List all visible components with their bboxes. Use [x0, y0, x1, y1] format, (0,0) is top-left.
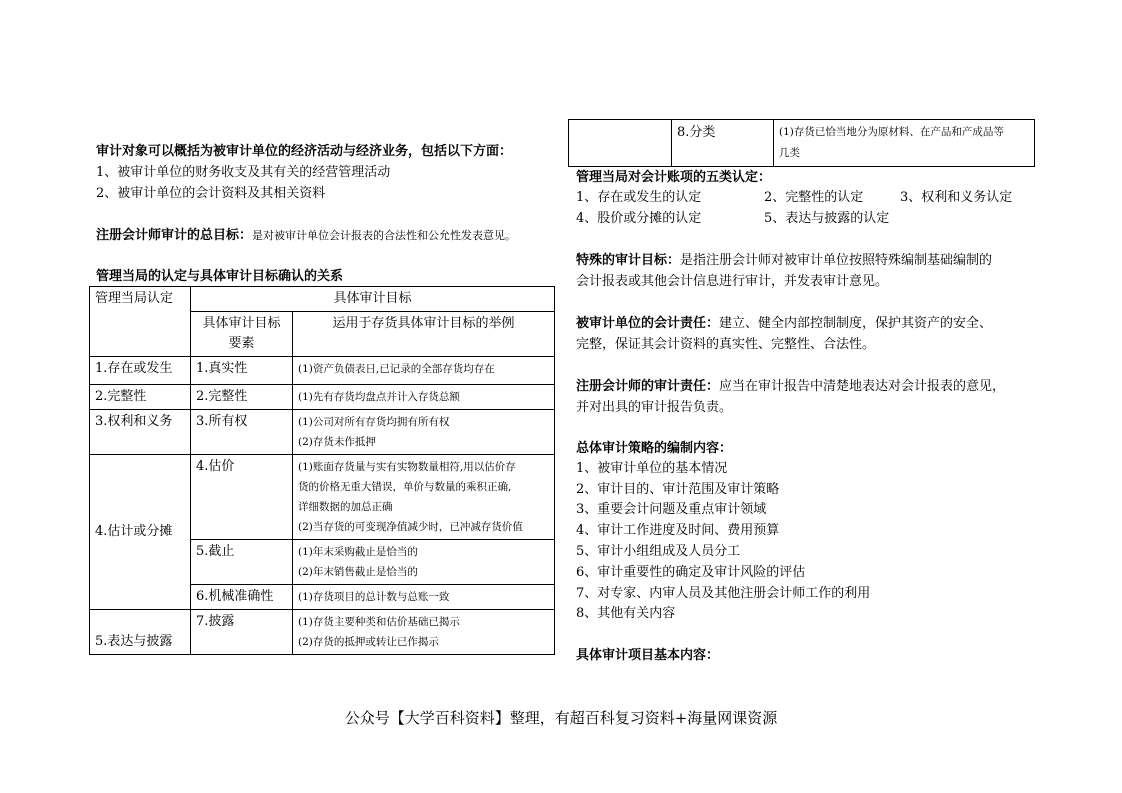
- row5-example: [293, 610, 555, 655]
- classification-table: [568, 119, 1035, 167]
- classification-goal: 8.分类: [672, 120, 774, 167]
- row1-example: (1)资产负债表日,已记录的全部存货均存在: [293, 357, 555, 385]
- cpa-responsibility: [576, 376, 1005, 397]
- row5-goal: 7.披露: [191, 610, 293, 655]
- row4b-example-line2: (2)年末销售截止是恰当的: [298, 566, 418, 578]
- row5-example-line1: (1)存货主要种类和估价基础已揭示: [298, 616, 460, 628]
- row3-example-line2: (2)存货未作抵押: [298, 436, 376, 448]
- strategy-item-4: 4、审计工作进度及时间、费用预算: [576, 523, 780, 538]
- row3-example: [293, 410, 555, 455]
- audited-entity-responsibility-text-2: 完整，保证其会计资料的真实性、完整性、合法性。: [576, 337, 876, 352]
- audit-object-item-1: 1、被审计单位的财务收支及其有关的经营管理活动: [96, 165, 391, 180]
- cpa-responsibility-label: 注册会计师的审计责任：: [576, 379, 720, 394]
- row2-assertion: 2.完整性: [90, 385, 191, 410]
- row2-example: (1)先有存货均盘点并计入存货总额: [293, 385, 555, 410]
- classification-example-line1: (1)存货已恰当地分为原材料、在产品和产成品等: [779, 126, 1004, 138]
- row3-goal: 3.所有权: [191, 410, 293, 455]
- audit-object-heading: 审计对象可以概括为被审计单位的经济活动与经济业务，包括以下方面：: [96, 144, 513, 159]
- special-goal-label: 特殊的审计目标：: [576, 253, 681, 268]
- row1-goal: 1.真实性: [191, 357, 293, 385]
- cpa-responsibility-text-2: 并对出具的审计报告负责。: [576, 400, 733, 415]
- strategy-item-8: 8、其他有关内容: [576, 606, 676, 621]
- row4a-example-line2: 货的价格无重大错误，单价与数量的乘积正确,: [298, 481, 512, 493]
- overall-goal-label: 注册会计师审计的总目标：: [96, 228, 253, 243]
- header-goal-element-line2: 要素: [228, 336, 255, 351]
- overall-goal: [96, 225, 516, 246]
- strategy-item-2: 2、审计目的、审计范围及审计策略: [576, 482, 780, 497]
- header-assertion: 管理当局认定: [90, 287, 191, 357]
- special-goal-text-2: 会计报表或其他会计信息进行审计，并发表审计意见。: [576, 274, 889, 289]
- five-assertion-1: 1、存在或发生的认定: [576, 190, 702, 205]
- audited-entity-responsibility-label: 被审计单位的会计责任：: [576, 316, 720, 331]
- project-content-title: 具体审计项目基本内容：: [576, 648, 720, 663]
- audited-entity-responsibility: [576, 313, 992, 334]
- audit-object-item-2: 2、被审计单位的会计资料及其相关资料: [96, 186, 326, 201]
- strategy-item-7: 7、对专家、内审人员及其他注册会计师工作的利用: [576, 586, 871, 601]
- row3-assertion: 3.权利和义务: [90, 410, 191, 455]
- strategy-item-6: 6、审计重要性的确定及审计风险的评估: [576, 565, 806, 580]
- strategy-item-1: 1、被审计单位的基本情况: [576, 461, 728, 476]
- header-specific-goals: 具体审计目标: [191, 287, 555, 312]
- audited-entity-responsibility-text-1: 建立、健全内部控制制度，保护其资产的安全、: [719, 316, 993, 331]
- special-goal: [576, 250, 992, 271]
- overall-goal-text: 是对被审计单位会计报表的合法性和公允性发表意见。: [252, 229, 517, 242]
- five-assertion-5: 5、表达与披露的认定: [764, 211, 890, 226]
- row4a-example-line1: (1)账面存货量与实有实物数量相符,用以估价存: [298, 461, 516, 473]
- classification-example: [774, 120, 1035, 167]
- classification-example-line2: 几类: [779, 147, 800, 159]
- five-assertion-2: 2、完整性的认定: [764, 190, 864, 205]
- row4a-goal: 4.估价: [191, 455, 293, 540]
- header-inventory-example: 运用于存货具体审计目标的举例: [293, 312, 555, 357]
- row4a-example-line4: (2)当存货的可变现净值减少时，已冲减存货价值: [298, 521, 523, 533]
- row4a-example-line3: 详细数据的加总正确: [298, 501, 393, 513]
- classification-empty-cell: [569, 120, 672, 167]
- strategy-title: 总体审计策略的编制内容：: [576, 441, 733, 456]
- footer-watermark: 公众号【大学百科资料】整理，有超百科复习资料+海量网课资源: [344, 709, 778, 727]
- row4b-goal: 5.截止: [191, 540, 293, 585]
- assertion-table: [89, 286, 555, 655]
- row4c-example: (1)存货项目的总计数与总账一致: [293, 585, 555, 610]
- five-assertions-title: 管理当局对会计账项的五类认定：: [576, 170, 772, 185]
- strategy-item-3: 3、重要会计问题及重点审计领域: [576, 502, 767, 517]
- header-goal-element: [191, 312, 293, 357]
- row4-assertion: 4.估计或分摊: [90, 455, 191, 610]
- header-goal-element-line1: 具体审计目标: [202, 316, 281, 331]
- row4b-example-line1: (1)年末采购截止是恰当的: [298, 546, 418, 558]
- five-assertion-3: 3、权利和义务认定: [900, 190, 1013, 205]
- row4c-goal: 6.机械准确性: [191, 585, 293, 610]
- row4a-example: [293, 455, 555, 540]
- row5-example-line2: (2)存货的抵押或转让已作揭示: [298, 636, 439, 648]
- strategy-item-5: 5、审计小组组成及人员分工: [576, 544, 741, 559]
- row1-assertion: 1.存在或发生: [90, 357, 191, 385]
- assertion-table-title: 管理当局的认定与具体审计目标确认的关系: [96, 269, 344, 284]
- row2-goal: 2.完整性: [191, 385, 293, 410]
- five-assertion-4: 4、股价或分摊的认定: [576, 211, 702, 226]
- row4b-example: [293, 540, 555, 585]
- special-goal-text-1: 是指注册会计师对被审计单位按照特殊编制基础编制的: [680, 253, 993, 268]
- row3-example-line1: (1)公司对所有存货均拥有所有权: [298, 416, 450, 428]
- row5-assertion: 5.表达与披露: [90, 610, 191, 655]
- cpa-responsibility-text-1: 应当在审计报告中清楚地表达对会计报表的意见，: [719, 379, 1006, 394]
